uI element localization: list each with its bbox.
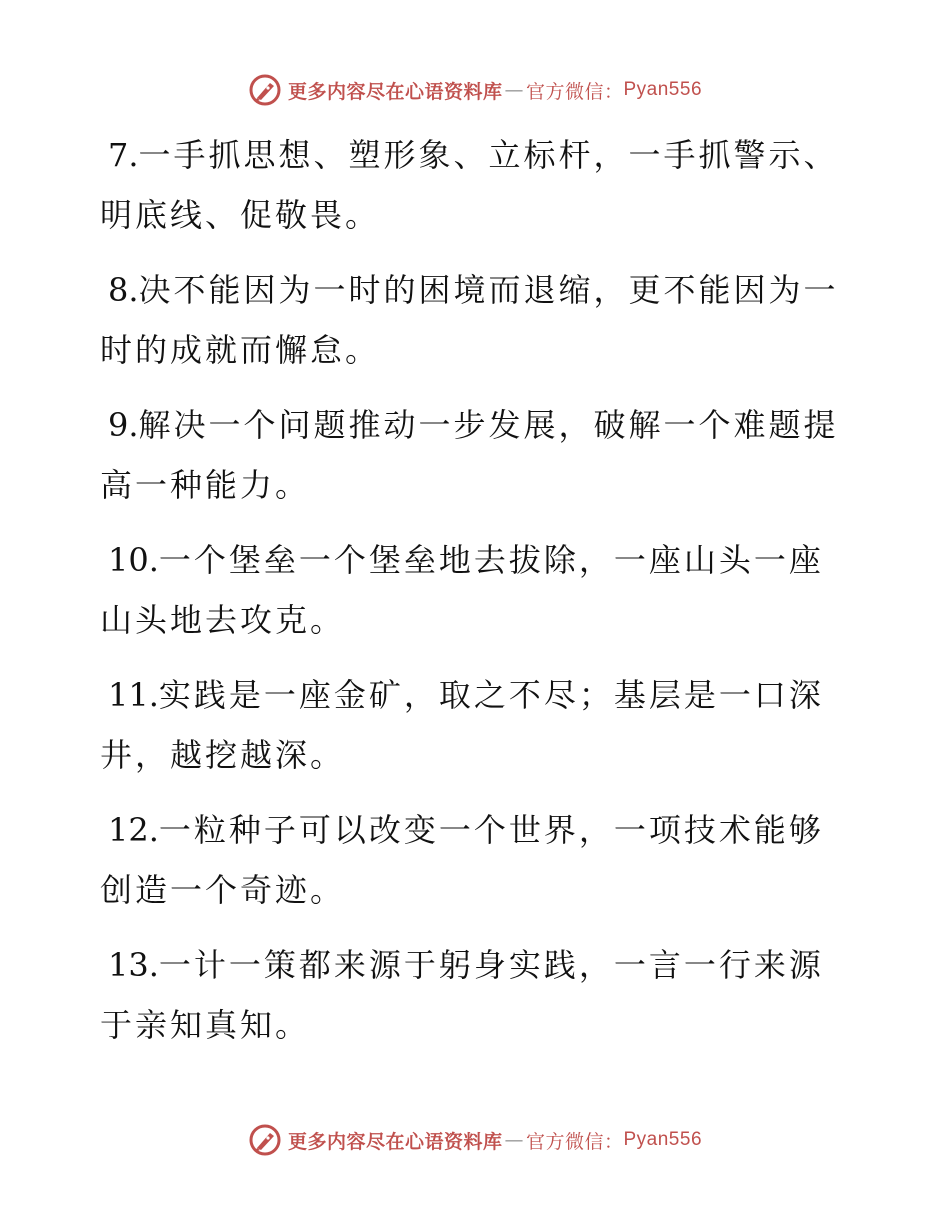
pen-nib-logo-icon xyxy=(248,1123,282,1157)
list-item xyxy=(100,665,850,785)
item-number: 8. xyxy=(108,271,139,309)
item-number: 9. xyxy=(108,406,139,444)
item-number: 7. xyxy=(108,136,139,174)
item-text: 实践是一座金矿，取之不尽；基层是一口深井，越挖越深。 xyxy=(100,676,824,774)
list-item xyxy=(100,125,850,245)
banner-separator: — xyxy=(504,79,524,101)
item-number: 10. xyxy=(108,541,159,579)
footer-banner xyxy=(0,1120,950,1160)
list-item xyxy=(100,260,850,380)
list-item xyxy=(100,395,850,515)
item-number: 12. xyxy=(108,811,159,849)
list-item xyxy=(100,800,850,920)
header-banner xyxy=(0,70,950,110)
item-text: 一个堡垒一个堡垒地去拔除，一座山头一座山头地去攻克。 xyxy=(100,541,824,639)
banner-sub-text: 官方微信： xyxy=(525,1130,624,1153)
banner-sub-text: 官方微信： xyxy=(525,80,624,103)
item-text: 一手抓思想、塑形象、立标杆，一手抓警示、明底线、促敬畏。 xyxy=(100,136,839,234)
banner-wechat-id: Pyan556 xyxy=(623,79,703,100)
banner-separator: — xyxy=(504,1129,524,1151)
banner-main-text: 更多内容尽在心语资料库 xyxy=(287,1130,503,1153)
item-text: 解决一个问题推动一步发展，破解一个难题提高一种能力。 xyxy=(100,406,839,504)
item-text: 决不能因为一时的困境而退缩，更不能因为一时的成就而懈怠。 xyxy=(100,271,839,369)
banner-wechat-id: Pyan556 xyxy=(623,1129,703,1150)
list-item xyxy=(100,530,850,650)
item-text: 一计一策都来源于躬身实践，一言一行来源于亲知真知。 xyxy=(100,946,824,1044)
pen-nib-logo-icon xyxy=(248,73,282,107)
item-number: 13. xyxy=(108,946,159,984)
list-item xyxy=(100,935,850,1055)
quote-list xyxy=(100,125,850,1070)
item-text: 一粒种子可以改变一个世界，一项技术能够创造一个奇迹。 xyxy=(100,811,824,909)
banner-main-text: 更多内容尽在心语资料库 xyxy=(287,80,503,103)
item-number: 11. xyxy=(108,676,159,714)
